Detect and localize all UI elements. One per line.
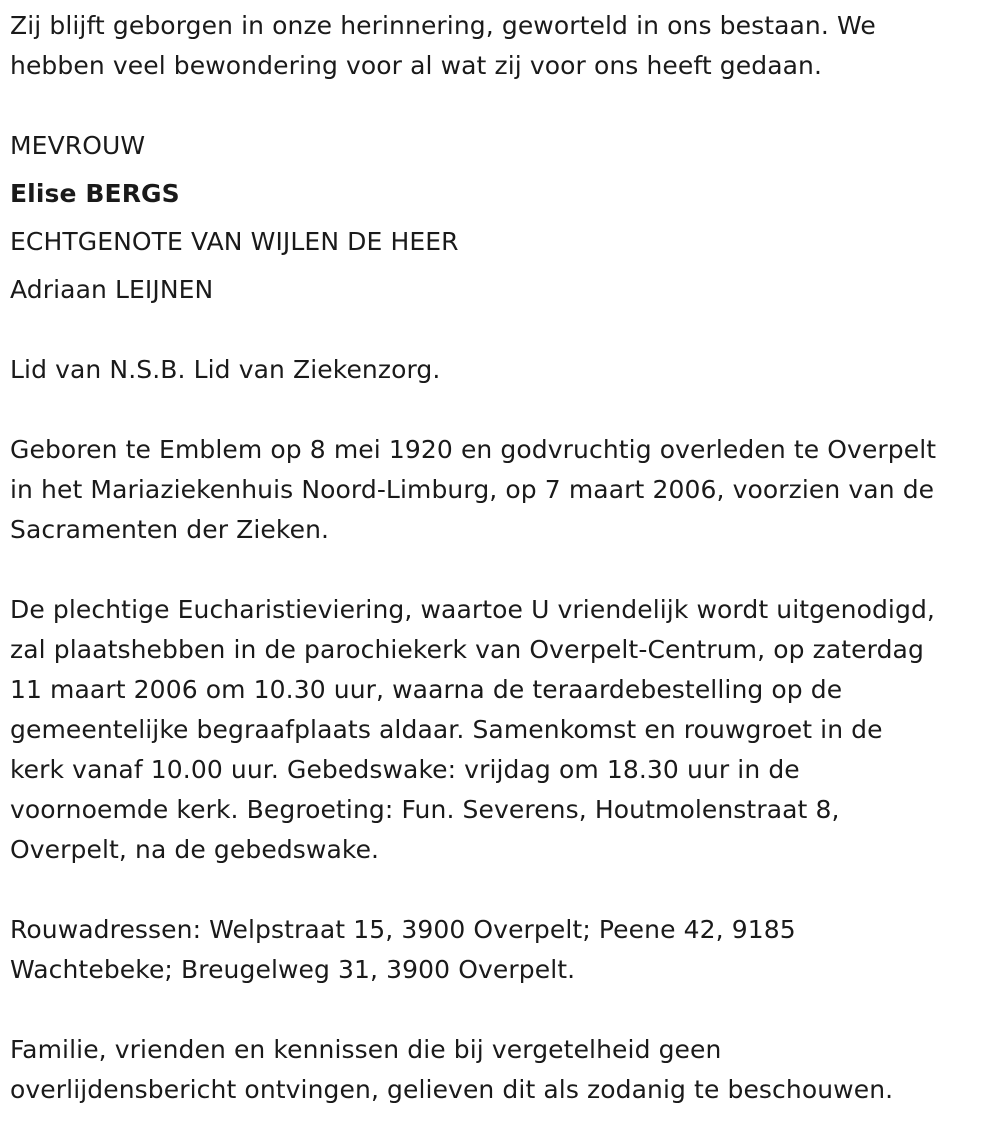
paragraph-line: in het Mariaziekenhuis Noord-Limburg, op 7 maart 2006, voorzien van de bbox=[10, 475, 935, 504]
paragraph-line: kerk vanaf 10.00 uur. Gebedswake: vrijdag om 18.30 uur in de bbox=[10, 755, 800, 784]
paragraph-line: Geboren te Emblem op 8 mei 1920 en godvruchtig overleden te Overpelt bbox=[10, 435, 937, 464]
paragraph-line: zal plaatshebben in de parochiekerk van Overpelt-Centrum, op zaterdag bbox=[10, 635, 924, 664]
spouse-name: Adriaan LEIJNEN bbox=[10, 275, 214, 304]
intro-line: hebben veel bewondering voor al wat zij voor ons heeft gedaan. bbox=[10, 51, 823, 80]
paragraph-line: gemeentelijke begraafplaats aldaar. Samenkomst en rouwgroet in de bbox=[10, 715, 883, 744]
person-title: MEVROUW bbox=[10, 131, 146, 160]
person-relation: ECHTGENOTE VAN WIJLEN DE HEER bbox=[10, 227, 459, 256]
paragraph-line: Sacramenten der Zieken. bbox=[10, 515, 330, 544]
membership-text: Lid van N.S.B. Lid van Ziekenzorg. bbox=[10, 355, 441, 384]
paragraph-line: voornoemde kerk. Begroeting: Fun. Severens, Houtmolenstraat 8, bbox=[10, 795, 840, 824]
paragraph-line: Overpelt, na de gebedswake. bbox=[10, 835, 380, 864]
intro-paragraph bbox=[10, 6, 990, 86]
closing-paragraph bbox=[10, 1030, 990, 1110]
paragraph-line: Rouwadressen: Welpstraat 15, 3900 Overpelt; Peene 42, 9185 bbox=[10, 915, 796, 944]
birth-death-paragraph bbox=[10, 430, 990, 550]
person-name: Elise BERGS bbox=[10, 179, 180, 208]
intro-line: Zij blijft geborgen in onze herinnering, geworteld in ons bestaan. We bbox=[10, 11, 876, 40]
paragraph-line: De plechtige Eucharistieviering, waartoe U vriendelijk wordt uitgenodigd, bbox=[10, 595, 935, 624]
paragraph-line: Wachtebeke; Breugelweg 31, 3900 Overpelt. bbox=[10, 955, 576, 984]
paragraph-line: Familie, vrienden en kennissen die bij vergetelheid geen bbox=[10, 1035, 722, 1064]
addresses-paragraph bbox=[10, 910, 990, 990]
ceremony-paragraph bbox=[10, 590, 990, 870]
person-block bbox=[10, 122, 990, 314]
paragraph-line: overlijdensbericht ontvingen, gelieven dit als zodanig te beschouwen. bbox=[10, 1075, 894, 1104]
paragraph-line: 11 maart 2006 om 10.30 uur, waarna de teraardebestelling op de bbox=[10, 675, 843, 704]
